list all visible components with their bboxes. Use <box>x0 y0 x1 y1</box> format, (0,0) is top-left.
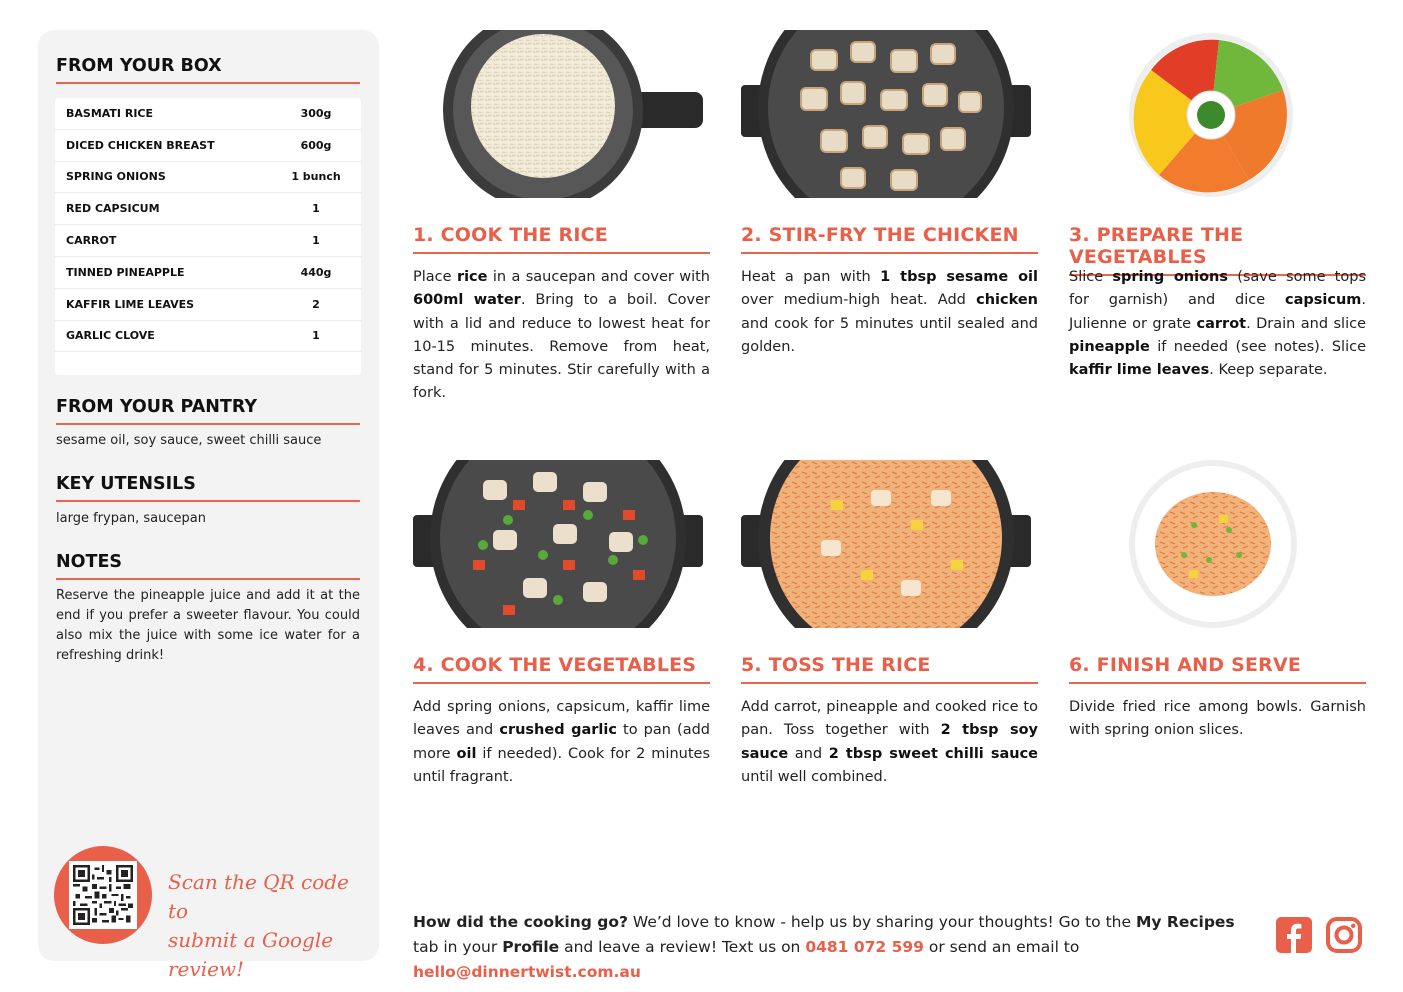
ingredient-row <box>55 321 361 353</box>
step-3-text <box>1069 266 1366 382</box>
emphasis-text: crushed garlic <box>499 722 617 739</box>
ingredient-row <box>55 289 361 321</box>
utensils-text: large frypan, saucepan <box>56 511 206 526</box>
ingredients-sidebar <box>38 30 379 981</box>
ingredient-row <box>55 257 361 289</box>
ingredient-name: KAFFIR LIME LEAVES <box>66 297 195 311</box>
step-5-title: 5. TOSS THE RICE <box>741 654 1038 684</box>
emphasis-text: kaffir lime leaves <box>1069 362 1210 379</box>
feedback-message <box>413 910 1263 985</box>
step-3-title: 3. PREPARE THE VEGETABLES <box>1069 224 1366 276</box>
instruction-text: in a saucepan and cover with <box>487 269 710 285</box>
step-5-text <box>741 696 1038 789</box>
facebook-icon[interactable] <box>1275 916 1313 954</box>
toss-rice-photo <box>741 460 1031 628</box>
email-link[interactable]: hello@dinnertwist.com.au <box>413 963 641 981</box>
emphasis-text: oil <box>456 745 477 762</box>
ingredient-qty: 1 <box>312 202 320 216</box>
instruction-text: and <box>788 745 829 762</box>
emphasis-text: rice <box>456 269 488 285</box>
step-1-text <box>413 266 710 406</box>
ingredient-name: SPRING ONIONS <box>66 170 166 184</box>
instruction-text: Place <box>413 269 457 285</box>
instruction-text: if needed). Cook for 2 minutes until fragrant. <box>413 745 710 785</box>
ingredient-name: CARROT <box>66 234 117 248</box>
step-6-text <box>1069 696 1366 743</box>
ingredient-qty: 440g <box>300 265 332 279</box>
step-2-text <box>741 266 1038 359</box>
emphasis-text: 1 tbsp sesame oil <box>880 269 1039 285</box>
instruction-text: . Bring to a boil. Cover with a lid and reduce to lowest heat for 10-15 minutes. Remove from heat, stand for 5 minutes. Stir carefully with a fork. <box>413 292 710 402</box>
scan-qr-line1: Scan the QR code to <box>168 870 349 923</box>
instruction-text: . Julienne or grate <box>1069 292 1366 332</box>
notes-text: Reserve the pineapple juice and add it at the end if you prefer a sweeter flavour. You could also mix the juice with some ice water for a refreshing drink! <box>56 588 360 663</box>
ingredient-name: TINNED PINEAPPLE <box>66 265 185 279</box>
feedback-text-3: and leave a review! Text us on <box>559 938 806 956</box>
emphasis-text: spring onions <box>1112 269 1229 285</box>
profile-link[interactable]: Profile <box>502 938 560 956</box>
cook-rice-photo <box>413 30 703 198</box>
from-your-box-title: FROM YOUR BOX <box>56 56 360 84</box>
ingredient-name: RED CAPSICUM <box>66 202 160 216</box>
qr-badge[interactable] <box>54 846 152 944</box>
notes-title: NOTES <box>56 552 360 580</box>
phone-link[interactable]: 0481 072 599 <box>805 938 924 956</box>
instruction-text: to pan (add more <box>413 722 710 762</box>
ingredient-qty: 600g <box>300 138 332 152</box>
scan-qr-line2: submit a Google review! <box>168 928 334 981</box>
ingredient-row <box>55 225 361 257</box>
instruction-text: over medium-high heat. Add <box>741 292 977 309</box>
my-recipes-link[interactable]: My Recipes <box>1135 913 1235 931</box>
pantry-text: sesame oil, soy sauce, sweet chilli sauce <box>56 433 322 448</box>
instagram-icon[interactable] <box>1325 916 1363 954</box>
from-your-pantry-title: FROM YOUR PANTRY <box>56 397 360 425</box>
ingredient-qty: 2 <box>312 297 320 311</box>
ingredient-qty: 300g <box>300 106 332 120</box>
step-4-title: 4. COOK THE VEGETABLES <box>413 654 710 684</box>
instruction-text: and cook for 5 minutes until sealed and golden. <box>741 315 1038 355</box>
ingredient-name: BASMATI RICE <box>66 106 154 120</box>
emphasis-text: chicken <box>976 292 1038 309</box>
scan-qr-prompt <box>168 868 368 984</box>
step-6-title: 6. FINISH AND SERVE <box>1069 654 1366 684</box>
feedback-text-1: We’d love to know - help us by sharing your thoughts! Go to the <box>627 913 1136 931</box>
step-4-text <box>413 696 710 789</box>
instruction-text: if needed (see notes). Slice <box>1149 338 1366 355</box>
ingredient-qty: 1 bunch <box>291 170 341 184</box>
emphasis-text: 600ml water <box>413 292 521 309</box>
instruction-text: . Drain and slice <box>1246 315 1366 332</box>
step-2-title: 2. STIR-FRY THE CHICKEN <box>741 224 1038 254</box>
ingredient-row <box>55 193 361 225</box>
ingredient-qty: 1 <box>312 329 320 343</box>
feedback-text-2: tab in your <box>413 938 503 956</box>
emphasis-text: 2 tbsp soy sauce <box>741 722 1038 762</box>
ingredient-row <box>55 162 361 194</box>
instruction-text: until well combined. <box>741 768 888 785</box>
qr-code-icon <box>69 861 137 929</box>
instruction-text: . Keep separate. <box>1209 362 1328 379</box>
instruction-text: (save some tops for garnish) and dice <box>1069 269 1367 309</box>
instruction-text: Add carrot, pineapple and cooked rice to pan. Toss together with <box>741 699 1038 739</box>
instruction-text: Heat a pan with <box>741 269 881 285</box>
emphasis-text: 2 tbsp sweet chilli sauce <box>828 745 1038 762</box>
instruction-text: Slice <box>1069 269 1113 285</box>
feedback-text-4: or send an email to <box>923 938 1080 956</box>
ingredient-row <box>55 98 361 130</box>
prepared-vegetables-photo <box>1069 30 1359 198</box>
emphasis-text: pineapple <box>1069 338 1150 355</box>
step-1-title: 1. COOK THE RICE <box>413 224 710 254</box>
ingredient-row <box>55 130 361 162</box>
served-fried-rice-photo <box>1069 460 1359 628</box>
cook-vegetables-photo <box>413 460 703 628</box>
instruction-text: Add spring onions, capsicum, kaffir lime leaves and <box>413 699 710 739</box>
emphasis-text: capsicum <box>1285 292 1362 309</box>
instruction-text: Divide fried rice among bowls. Garnish with spring onion slices. <box>1069 699 1366 739</box>
ingredient-name: DICED CHICKEN BREAST <box>66 138 215 152</box>
ingredient-qty: 1 <box>312 234 320 248</box>
box-ingredients-table <box>55 98 361 375</box>
stir-fry-chicken-photo <box>741 30 1031 198</box>
ingredient-name: GARLIC CLOVE <box>66 329 155 343</box>
emphasis-text: carrot <box>1196 315 1247 332</box>
feedback-question: How did the cooking go? <box>413 913 628 931</box>
key-utensils-title: KEY UTENSILS <box>56 474 360 502</box>
